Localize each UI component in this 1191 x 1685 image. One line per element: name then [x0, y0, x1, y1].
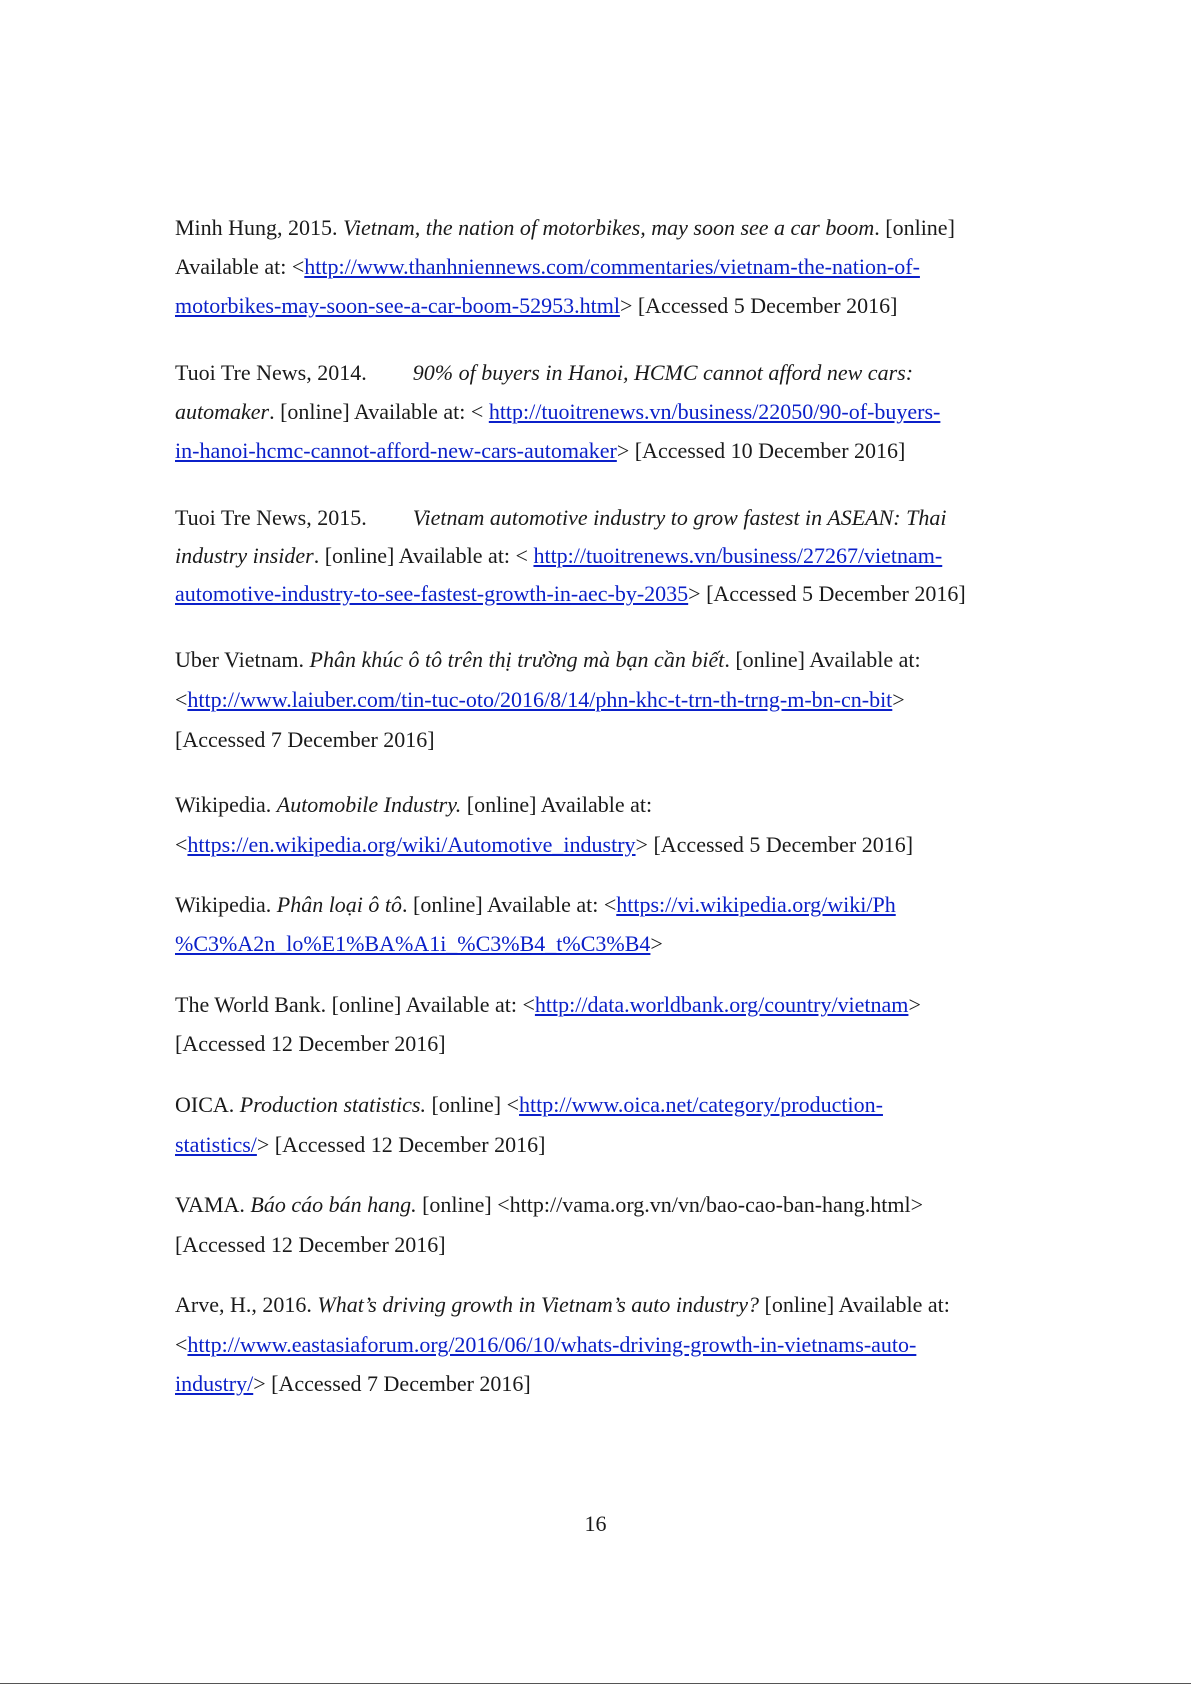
reference-text: Tuoi Tre News, 2014. [175, 360, 367, 385]
reference-text: > [Accessed 12 December 2016] [256, 1132, 546, 1157]
reference-link[interactable]: automotive-industry-to-see-fastest-growth-in-aec-by-2035 [175, 581, 689, 606]
reference-text: > [892, 687, 905, 712]
reference-text: Uber Vietnam. [175, 647, 310, 672]
reference-title: Vietnam, the nation of motorbikes, may soon see a car boom [343, 215, 875, 240]
reference-text: Tuoi Tre News, 2015. [175, 505, 367, 530]
reference-link[interactable]: https://vi.wikipedia.org/wiki/Ph [616, 892, 896, 917]
reference-text: . [online] Available at: < [269, 399, 489, 424]
reference-text: > [Accessed 10 December 2016] [616, 438, 906, 463]
reference-title: What’s driving growth in Vietnam’s auto industry? [317, 1292, 760, 1317]
reference-title: automaker [175, 399, 270, 424]
reference-text: Arve, H., 2016. [175, 1292, 318, 1317]
reference-link[interactable]: http://www.eastasiaforum.org/2016/06/10/whats-driving-growth-in-vietnams-auto- [187, 1332, 917, 1357]
reference-text: > [Accessed 5 December 2016] [635, 832, 914, 857]
reference-text: < [175, 832, 188, 857]
reference-line [175, 790, 652, 820]
reference-text: [online] Available at: [759, 1292, 950, 1317]
page-number: 16 [584, 1511, 607, 1536]
reference-title: 90% of buyers in Hanoi, HCMC cannot afford new cars: [412, 360, 914, 385]
reference-title: Production statistics. [239, 1092, 426, 1117]
reference-title: Automobile Industry. [276, 792, 462, 817]
reference-line [175, 1230, 446, 1260]
reference-link[interactable]: http://tuoitrenews.vn/business/27267/vietnam- [533, 543, 943, 568]
reference-line [175, 725, 435, 755]
reference-line [175, 1130, 545, 1160]
reference-text: Wikipedia. [175, 792, 277, 817]
reference-text: > [908, 992, 921, 1017]
reference-link[interactable]: http://www.laiuber.com/tin-tuc-oto/2016/8/14/phn-khc-t-trn-th-trng-m-bn-cn-bit [187, 687, 893, 712]
bottom-rule [0, 1683, 1191, 1684]
reference-line [175, 541, 942, 571]
reference-line [175, 685, 905, 715]
reference-text: [Accessed 7 December 2016] [175, 727, 435, 752]
reference-text: [Accessed 12 December 2016] [175, 1232, 446, 1257]
reference-line [175, 990, 921, 1020]
reference-line [175, 503, 946, 533]
reference-text: < [175, 687, 188, 712]
reference-text: > [Accessed 5 December 2016] [619, 293, 898, 318]
reference-title: Phân loại ô tô [276, 892, 403, 917]
reference-link[interactable]: http://www.oica.net/category/production- [519, 1092, 883, 1117]
reference-text: Minh Hung, 2015. [175, 215, 344, 240]
reference-line [175, 1369, 531, 1399]
reference-link[interactable]: http://www.thanhniennews.com/commentaries/vietnam-the-nation-of- [304, 254, 920, 279]
reference-text: > [Accessed 7 December 2016] [253, 1371, 531, 1396]
reference-text: VAMA. [175, 1192, 251, 1217]
reference-link[interactable]: %C3%A2n_lo%E1%BA%A1i_%C3%B4_t%C3%B4 [175, 931, 651, 956]
reference-line [175, 1029, 446, 1059]
reference-line [175, 252, 920, 282]
reference-line [175, 1090, 883, 1120]
reference-text: Wikipedia. [175, 892, 277, 917]
reference-text: . [online] Available at: [724, 647, 921, 672]
reference-line [175, 1330, 916, 1360]
reference-text: The World Bank. [online] Available at: < [175, 992, 535, 1017]
reference-text: . [online] Available at: < [313, 543, 534, 568]
reference-line [175, 890, 896, 920]
reference-line [175, 436, 905, 466]
reference-line [175, 579, 966, 609]
reference-title: Phân khúc ô tô trên thị trường mà bạn cần biết [309, 647, 725, 672]
reference-line [175, 358, 913, 388]
reference-text: > [650, 931, 663, 956]
reference-text: Available at: < [175, 254, 305, 279]
reference-text: < [175, 1332, 188, 1357]
reference-link[interactable]: motorbikes-may-soon-see-a-car-boom-52953.html [175, 293, 620, 318]
reference-line [175, 213, 955, 243]
reference-text: [online] <http://vama.org.vn/vn/bao-cao-ban-hang.html> [416, 1192, 924, 1217]
reference-line [175, 397, 940, 427]
reference-line [175, 929, 663, 959]
reference-line [175, 645, 921, 675]
reference-text: . [online] [874, 215, 955, 240]
reference-link[interactable]: http://tuoitrenews.vn/business/22050/90-of-buyers- [488, 399, 941, 424]
reference-line [175, 830, 913, 860]
reference-link[interactable]: https://en.wikipedia.org/wiki/Automotive_industry [187, 832, 636, 857]
reference-text: OICA. [175, 1092, 240, 1117]
reference-line [175, 1190, 923, 1220]
reference-title: Báo cáo bán hang. [250, 1192, 417, 1217]
reference-link[interactable]: in-hanoi-hcmc-cannot-afford-new-cars-automaker [175, 438, 617, 463]
reference-line [175, 1290, 950, 1320]
reference-text: > [Accessed 5 December 2016] [688, 581, 966, 606]
reference-link[interactable]: statistics/ [175, 1132, 257, 1157]
reference-text: [online] < [425, 1092, 520, 1117]
reference-text: [online] Available at: [461, 792, 653, 817]
reference-title: Vietnam automotive industry to grow fastest in ASEAN: Thai [412, 505, 947, 530]
reference-link[interactable]: industry/ [175, 1371, 254, 1396]
reference-link[interactable]: http://data.worldbank.org/country/vietnam [534, 992, 909, 1017]
reference-title: industry insider [175, 543, 314, 568]
reference-text: [Accessed 12 December 2016] [175, 1031, 446, 1056]
reference-line [175, 291, 897, 321]
reference-text: . [online] Available at: < [402, 892, 617, 917]
